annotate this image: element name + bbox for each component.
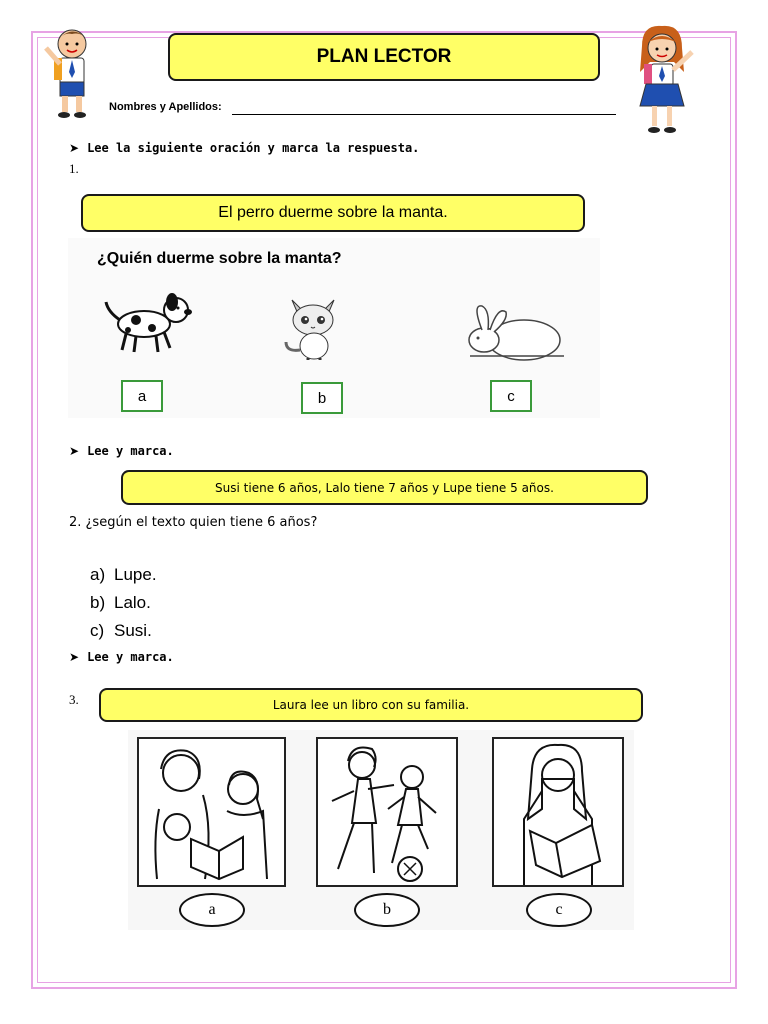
family-reading-icon [139,739,284,885]
answer-text: Lupe. [114,565,157,584]
rabbit-icon [460,300,572,364]
answer-c[interactable] [90,617,157,645]
girls-playing-picture[interactable] [316,737,458,887]
question1-option-b[interactable]: b [301,382,343,414]
section2-question: 2. ¿según el texto quien tiene 6 años? [69,515,318,530]
section1-instruction-text: Lee la siguiente oración y marca la respuesta. [87,141,420,155]
boy-student-icon [42,22,98,122]
question3-option-c[interactable]: c [526,893,592,927]
question3-option-a[interactable]: a [179,893,245,927]
bullet-arrow-icon: ➤ [69,141,80,155]
section2-instruction-text: Lee y marca. [87,444,174,458]
question1-option-a[interactable]: a [121,380,163,412]
family-reading-picture[interactable] [137,737,286,887]
cat-icon [280,290,348,362]
names-label: Nombres y Apellidos: [109,101,222,113]
answer-a[interactable] [90,561,157,589]
bullet-arrow-icon: ➤ [69,444,80,458]
answer-text: Lalo. [114,593,151,612]
answer-letter: c) [90,621,105,640]
section1-instruction [69,141,419,155]
girls-playing-ball-icon [318,739,456,885]
girl-reading-icon [494,739,622,885]
section3-instruction [69,650,174,664]
answer-text: Susi. [114,621,152,640]
question1-option-c[interactable]: c [490,380,532,412]
section1-number: 1. [69,161,79,176]
bullet-arrow-icon: ➤ [69,650,80,664]
section1-question: ¿Quién duerme sobre la manta? [97,250,342,267]
section1-sentence: El perro duerme sobre la manta. [81,194,585,232]
girl-reading-picture[interactable] [492,737,624,887]
section2-info: Susi tiene 6 años, Lalo tiene 7 años y Lupe tiene 5 años. [121,470,648,505]
answer-letter: a) [90,565,106,584]
section3-number: 3. [69,692,79,707]
answer-b[interactable] [90,589,157,617]
page-title: PLAN LECTOR [168,33,600,81]
answer-letter: b) [90,593,106,612]
section3-sentence: Laura lee un libro con su familia. [99,688,643,722]
girl-student-icon [630,22,704,140]
question3-option-b[interactable]: b [354,893,420,927]
section2-instruction [69,444,174,458]
names-input-line[interactable] [232,114,616,115]
section2-answers [90,561,157,645]
section3-instruction-text: Lee y marca. [87,650,174,664]
dog-icon [100,288,196,358]
